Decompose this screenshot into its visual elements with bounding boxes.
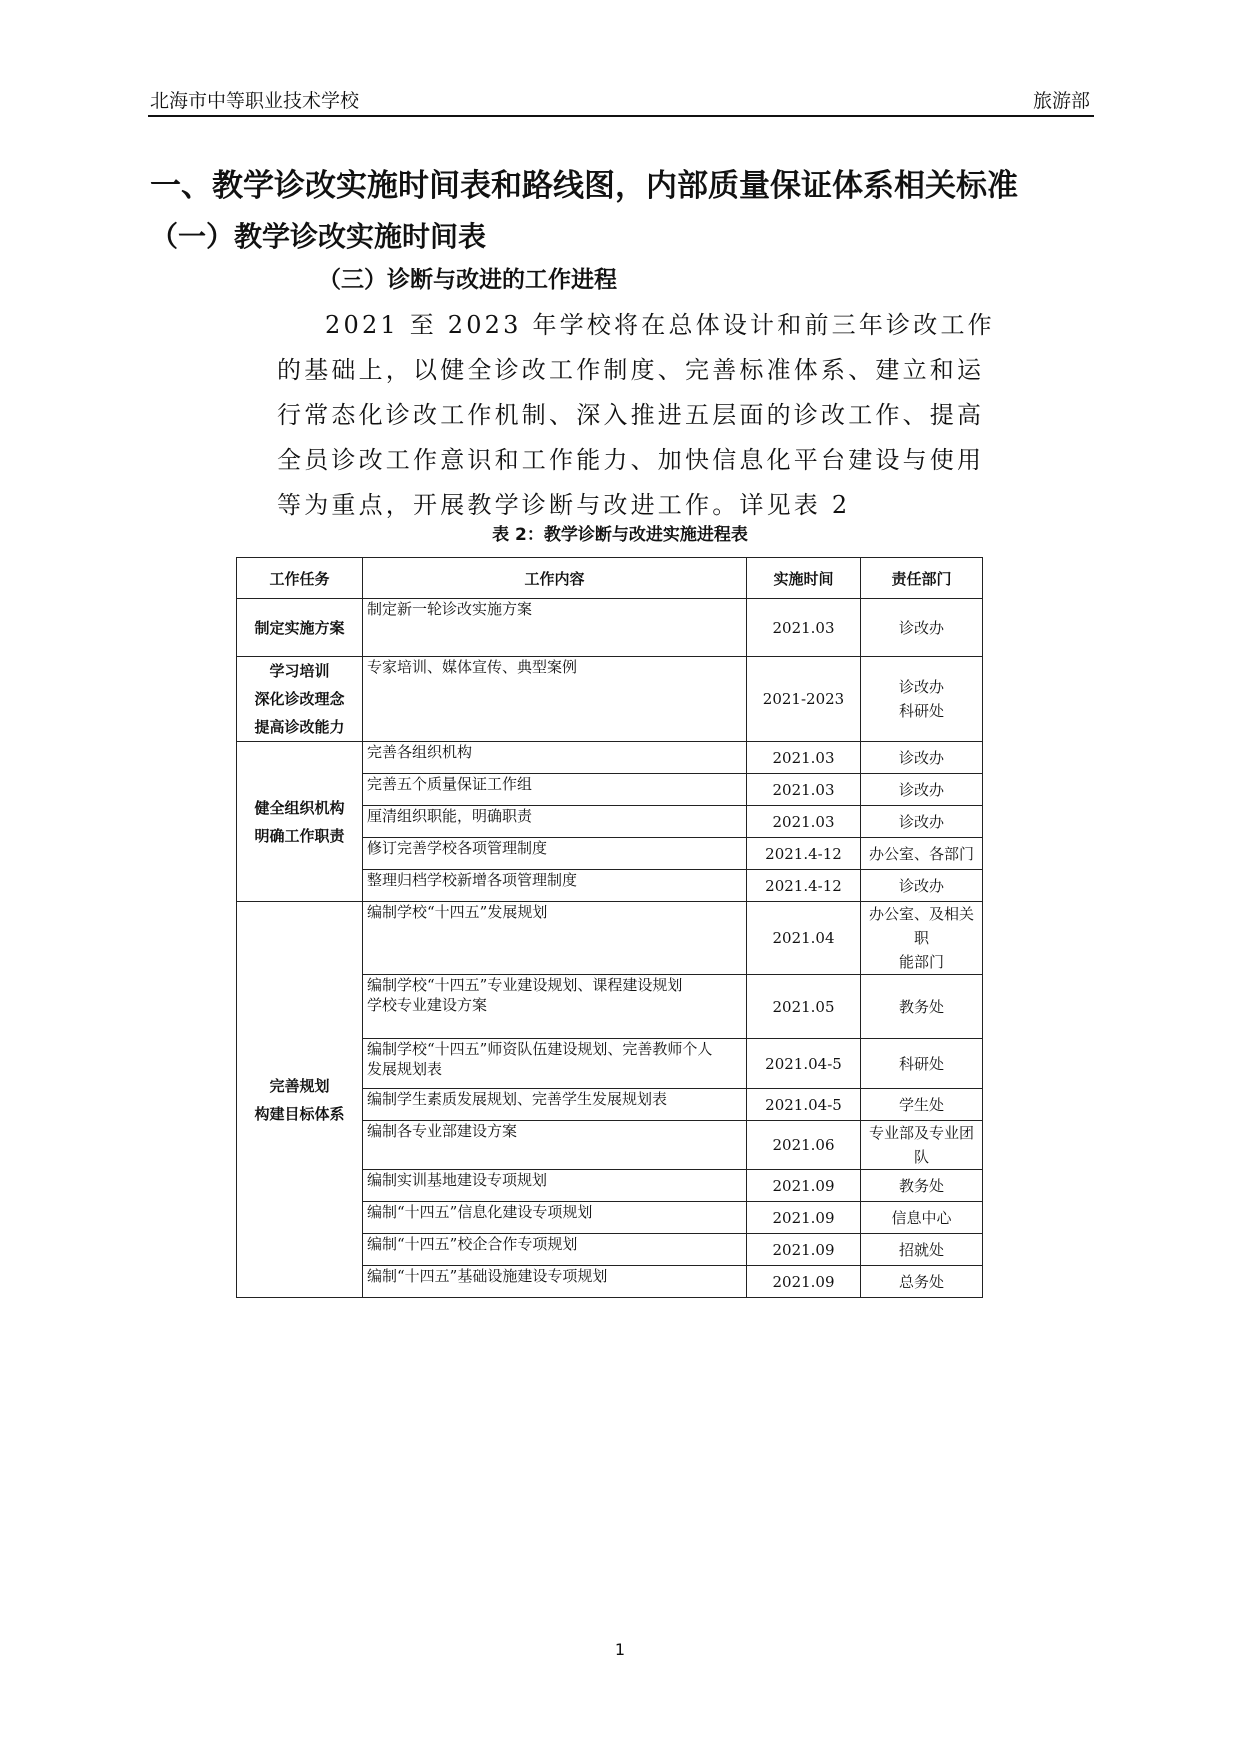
cell-dept xyxy=(861,657,983,742)
table-body xyxy=(237,599,983,1298)
cell-line: 编制“十四五”基础设施建设专项规划 xyxy=(367,1267,608,1285)
cell-task xyxy=(237,599,363,657)
cell-dept xyxy=(861,1089,983,1121)
cell-time: 2021.09 xyxy=(747,1170,861,1202)
cell-line: 教务处 xyxy=(898,997,944,1016)
cell-time: 2021.4-12 xyxy=(747,870,861,902)
cell-line: 诊改办 xyxy=(898,780,944,799)
header-cell-dept: 责任部门 xyxy=(861,558,983,599)
cell-dept xyxy=(861,870,983,902)
cell-task xyxy=(237,902,363,1298)
cell-line: 整理归档学校新增各项管理制度 xyxy=(367,871,578,889)
table-row xyxy=(237,599,983,657)
header-cell-task: 工作任务 xyxy=(237,558,363,599)
table-caption: 表 2：教学诊断与改进实施进程表 xyxy=(492,525,748,545)
header-cell-content: 工作内容 xyxy=(363,558,747,599)
cell-content xyxy=(363,774,747,806)
cell-line: 总务处 xyxy=(898,1272,944,1291)
cell-line: 完善规划 xyxy=(269,1076,330,1095)
cell-line: 提高诊改能力 xyxy=(254,718,345,736)
cell-content xyxy=(363,1170,747,1202)
table-header-row xyxy=(237,558,983,599)
cell-dept xyxy=(861,975,983,1039)
cell-line: 构建目标体系 xyxy=(254,1104,345,1123)
page-number: 1 xyxy=(614,1640,626,1659)
cell-line: 编制学校“十四五”发展规划 xyxy=(367,903,548,921)
cell-line: 办公室、各部门 xyxy=(868,844,974,863)
cell-line: 健全组织机构 xyxy=(254,798,345,817)
cell-line: 专家培训、媒体宣传、典型案例 xyxy=(367,658,578,676)
cell-content xyxy=(363,657,747,742)
cell-line: 专业部及专业团 xyxy=(868,1124,974,1142)
cell-time: 2021.09 xyxy=(747,1202,861,1234)
cell-line: 信息中心 xyxy=(891,1208,952,1227)
body-paragraph: 2021 至 2023 年学校将在总体设计和前三年诊改工作的基础上，以健全诊改工作制度、完善标准体系、建立和运行常态化诊改工作机制、深入推进五层面的诊改工作、提高全员诊改工作意识和工作能力、加快信息化平台建设与使用等为重点，开展教学诊断与改进工作。详见表 2 xyxy=(277,311,995,519)
cell-line: 编制实训基地建设专项规划 xyxy=(367,1171,548,1189)
cell-content xyxy=(363,838,747,870)
cell-dept xyxy=(861,1170,983,1202)
cell-time: 2021.04-5 xyxy=(747,1089,861,1121)
cell-time: 2021.04 xyxy=(747,902,861,975)
cell-line: 诊改办 xyxy=(898,618,944,637)
header-divider xyxy=(148,115,1094,117)
section-heading: 一、教学诊改实施时间表和路线图，内部质量保证体系相关标准 xyxy=(150,168,1018,204)
cell-dept xyxy=(861,1266,983,1298)
cell-content xyxy=(363,599,747,657)
cell-content xyxy=(363,742,747,774)
cell-time: 2021.03 xyxy=(747,742,861,774)
sub-subsection-heading: （三）诊断与改进的工作进程 xyxy=(318,266,617,293)
table-row xyxy=(237,902,983,975)
cell-task xyxy=(237,657,363,742)
cell-line: 诊改办 xyxy=(898,748,944,767)
cell-time: 2021.03 xyxy=(747,774,861,806)
cell-line: 制定实施方案 xyxy=(254,618,345,637)
cell-line: 发展规划表 xyxy=(367,1060,443,1078)
cell-content xyxy=(363,1266,747,1298)
cell-time: 2021.05 xyxy=(747,975,861,1039)
cell-content xyxy=(363,1039,747,1089)
cell-content xyxy=(363,870,747,902)
cell-line: 完善各组织机构 xyxy=(367,743,473,761)
cell-time: 2021.04-5 xyxy=(747,1039,861,1089)
table-row xyxy=(237,742,983,774)
cell-task xyxy=(237,742,363,902)
cell-line: 办公室、及相关职 xyxy=(868,905,974,947)
header-department: 旅游部 xyxy=(1032,90,1090,112)
cell-content xyxy=(363,1121,747,1170)
cell-line: 科研处 xyxy=(898,702,944,720)
cell-line: 编制学校“十四五”师资队伍建设规划、完善教师个人 xyxy=(367,1040,713,1058)
cell-content xyxy=(363,806,747,838)
cell-line: 完善五个质量保证工作组 xyxy=(367,775,533,793)
cell-line: 队 xyxy=(913,1148,929,1166)
cell-time: 2021.4-12 xyxy=(747,838,861,870)
cell-line: 学生处 xyxy=(898,1095,944,1114)
cell-line: 诊改办 xyxy=(898,678,944,696)
cell-line: 厘清组织职能，明确职责 xyxy=(367,807,533,825)
cell-dept xyxy=(861,1234,983,1266)
cell-content xyxy=(363,1202,747,1234)
cell-line: 科研处 xyxy=(898,1054,944,1073)
cell-line: 诊改办 xyxy=(898,812,944,831)
cell-content xyxy=(363,902,747,975)
cell-line: 编制“十四五”校企合作专项规划 xyxy=(367,1235,578,1253)
cell-line: 深化诊改理念 xyxy=(254,690,345,708)
cell-line: 修订完善学校各项管理制度 xyxy=(367,839,548,857)
cell-dept xyxy=(861,742,983,774)
cell-line: 学校专业建设方案 xyxy=(367,996,488,1014)
cell-content xyxy=(363,975,747,1039)
cell-line: 教务处 xyxy=(898,1176,944,1195)
cell-dept xyxy=(861,806,983,838)
cell-dept xyxy=(861,902,983,975)
cell-line: 制定新一轮诊改实施方案 xyxy=(367,600,533,618)
subsection-heading: （一）教学诊改实施时间表 xyxy=(150,220,487,253)
table-row xyxy=(237,657,983,742)
header-cell-time: 实施时间 xyxy=(747,558,861,599)
cell-line: 诊改办 xyxy=(898,876,944,895)
cell-time: 2021-2023 xyxy=(747,657,861,742)
cell-dept xyxy=(861,1202,983,1234)
cell-dept xyxy=(861,774,983,806)
cell-content xyxy=(363,1234,747,1266)
progress-table xyxy=(236,557,983,1298)
cell-time: 2021.03 xyxy=(747,599,861,657)
cell-dept xyxy=(861,1121,983,1170)
cell-line: 学习培训 xyxy=(269,662,330,680)
cell-line: 编制各专业部建设方案 xyxy=(367,1122,518,1140)
header-school-name: 北海市中等职业技术学校 xyxy=(150,90,360,112)
cell-line: 招就处 xyxy=(898,1240,944,1259)
cell-line: 编制学校“十四五”专业建设规划、课程建设规划 xyxy=(367,976,683,994)
cell-dept xyxy=(861,838,983,870)
cell-time: 2021.09 xyxy=(747,1266,861,1298)
cell-dept xyxy=(861,1039,983,1089)
cell-line: 编制“十四五”信息化建设专项规划 xyxy=(367,1203,593,1221)
cell-time: 2021.03 xyxy=(747,806,861,838)
cell-content xyxy=(363,1089,747,1121)
cell-line: 能部门 xyxy=(898,953,944,971)
cell-dept xyxy=(861,599,983,657)
cell-line: 明确工作职责 xyxy=(254,826,345,845)
cell-line: 编制学生素质发展规划、完善学生发展规划表 xyxy=(367,1090,668,1108)
cell-time: 2021.06 xyxy=(747,1121,861,1170)
cell-time: 2021.09 xyxy=(747,1234,861,1266)
